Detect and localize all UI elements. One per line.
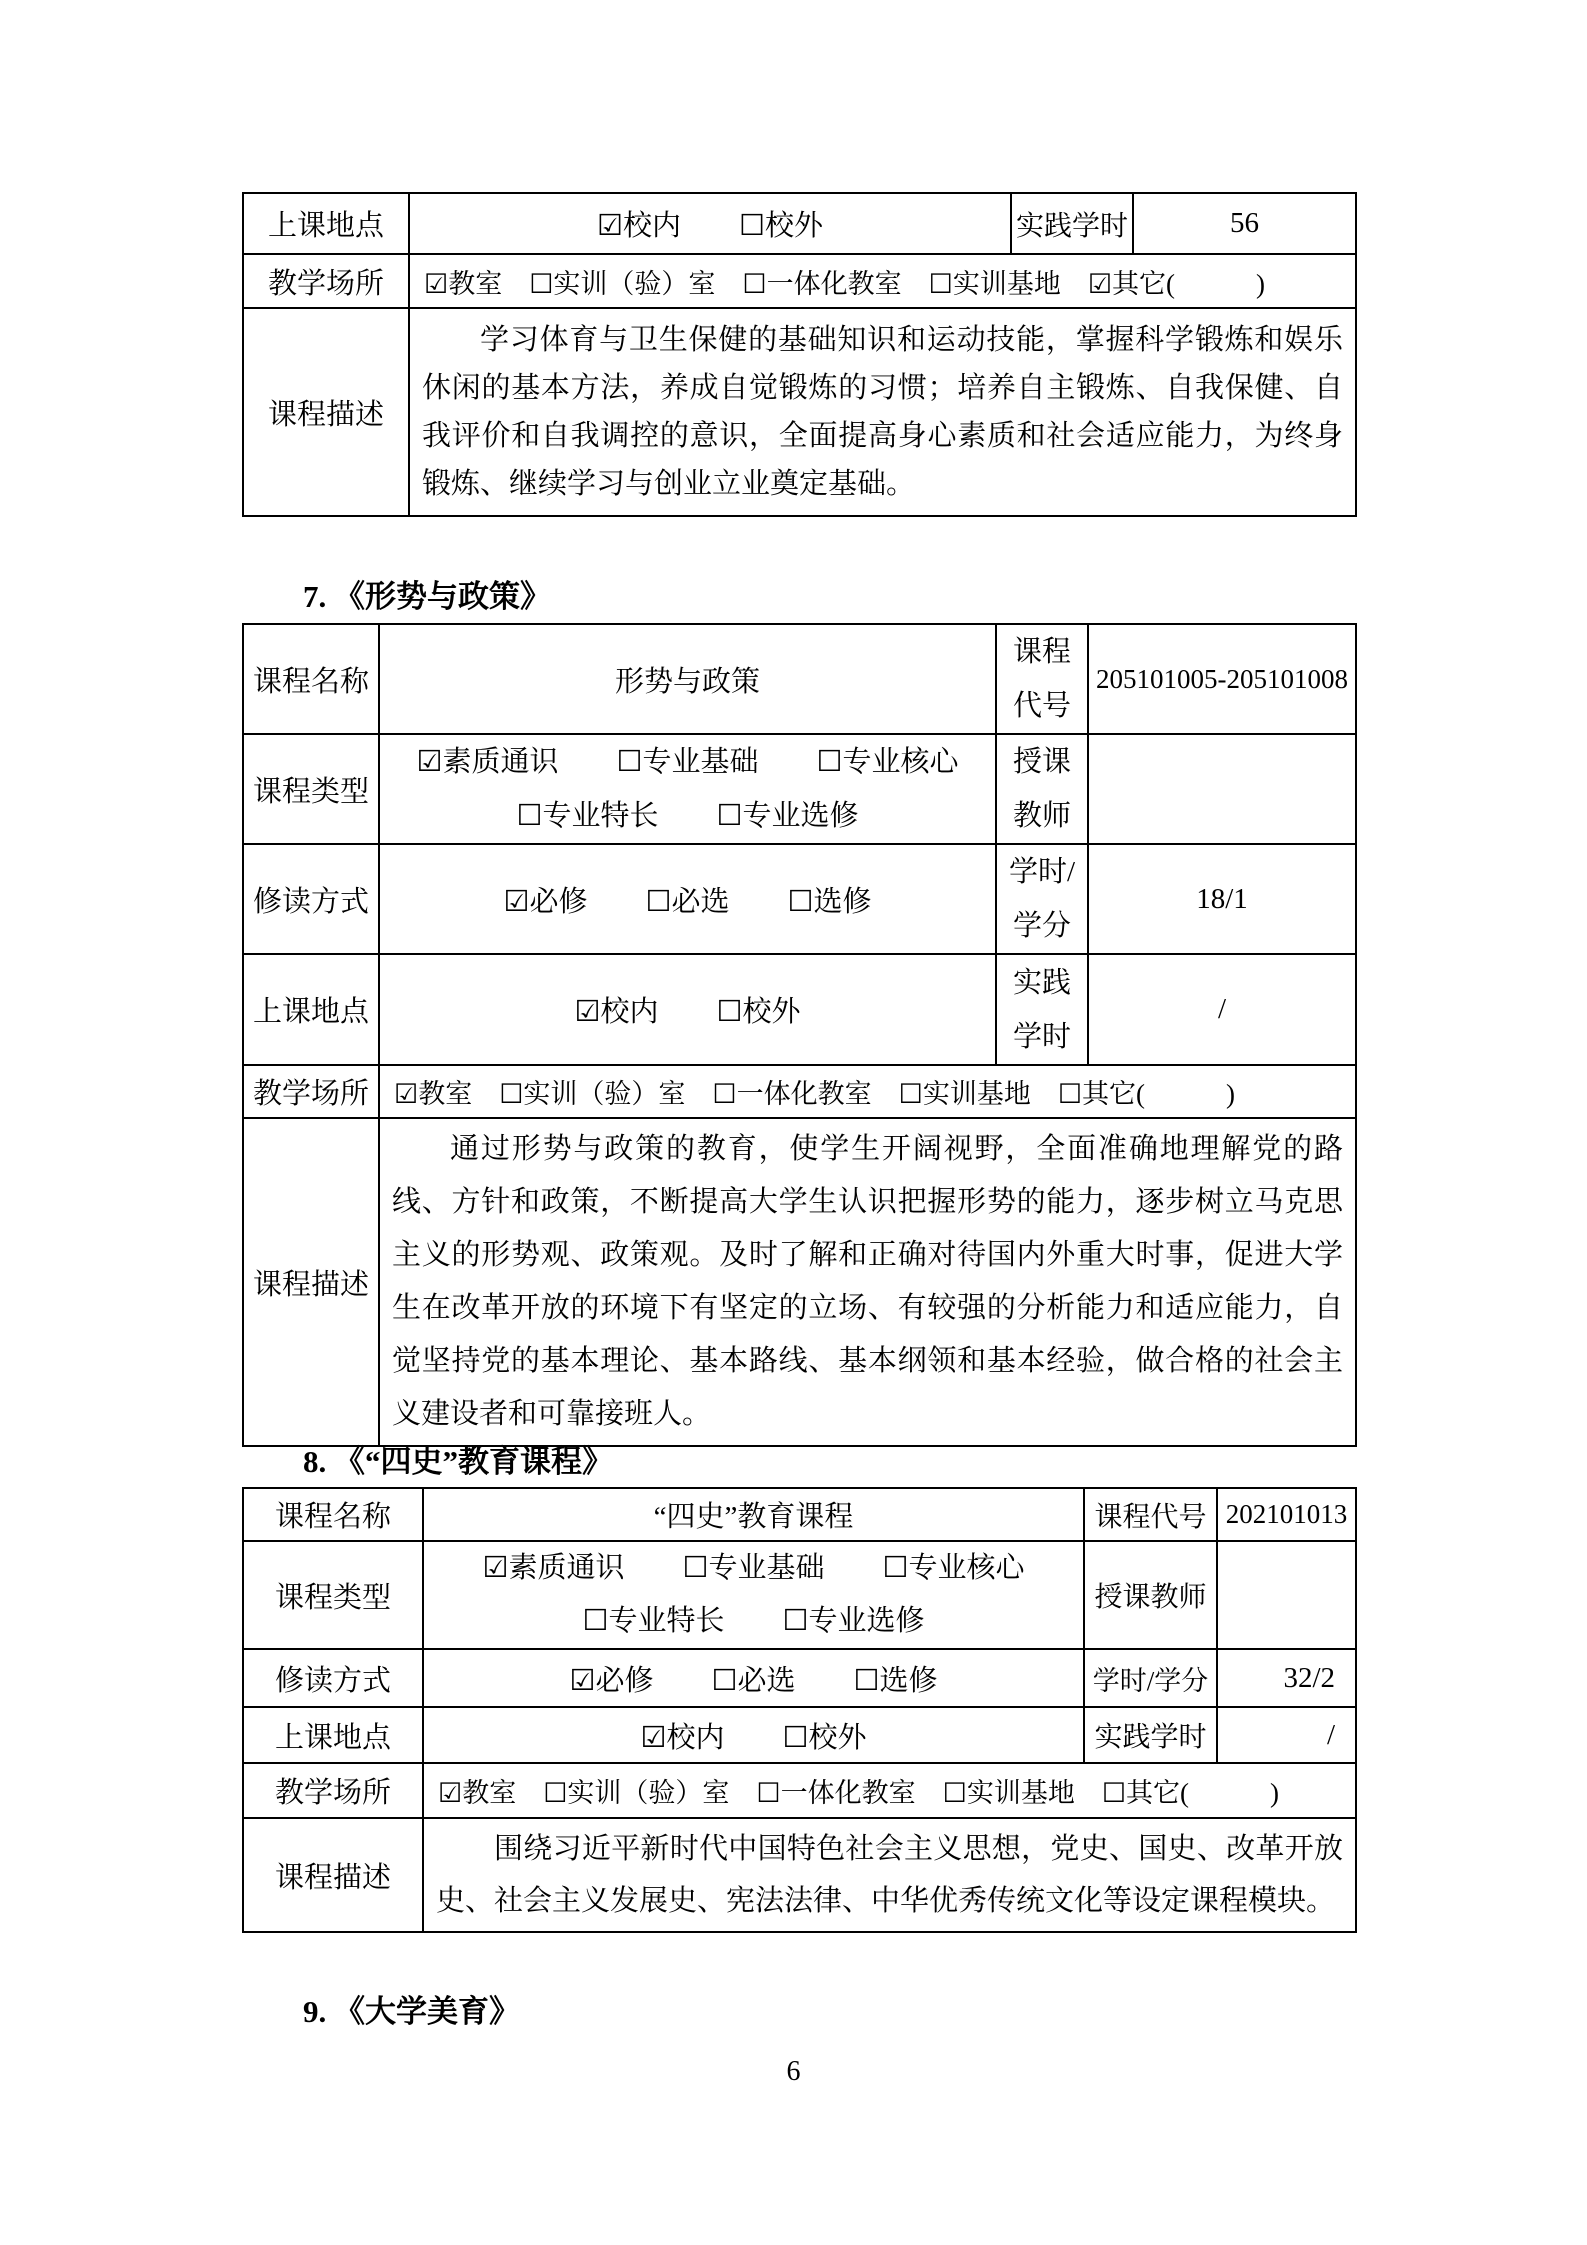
- course7-code-label: [996, 624, 1088, 734]
- course8-row-location: [243, 1707, 1356, 1763]
- section7-heading: 7. 《形势与政策》: [303, 579, 551, 614]
- course7-code-label-line2: 代号: [1012, 690, 1071, 722]
- course7-venue-label: 教学场所: [243, 1065, 379, 1118]
- course7-description-label: 课程描述: [243, 1118, 379, 1446]
- course8-practice-label: 实践学时: [1084, 1707, 1217, 1763]
- course7-name-value: 形势与政策: [379, 624, 996, 734]
- course7-location-options: ☑校内 ☐校外: [379, 954, 996, 1065]
- course8-row-description: [243, 1818, 1356, 1932]
- course7-teacher-value: [1088, 734, 1356, 844]
- course6-venue-label: 教学场所: [243, 254, 409, 308]
- course7-code-value: 205101005-205101008: [1088, 624, 1356, 734]
- course7-code-label-line1: 课程: [1012, 636, 1071, 668]
- course7-practice-label-line1: 实践: [1012, 966, 1071, 999]
- course8-name-label: 课程名称: [243, 1488, 423, 1541]
- course8-mode-label: 修读方式: [243, 1649, 423, 1707]
- course7-hours-label-line1: 学时/: [1008, 856, 1076, 888]
- course7-teacher-label-line1: 授课: [1012, 746, 1071, 778]
- course8-mode-options: ☑必修 ☐必选 ☐选修: [423, 1649, 1084, 1707]
- course8-type-options-line1: ☑素质通识 ☐专业基础 ☐专业核心: [482, 1552, 1025, 1584]
- course6-venue-options: ☑教室 ☐实训（验）室 ☐一体化教室 ☐实训基地 ☑其它( ): [409, 254, 1356, 308]
- course8-type-label: 课程类型: [243, 1541, 423, 1649]
- course6-description-label: 课程描述: [243, 308, 409, 516]
- course7-row-mode: [243, 844, 1356, 954]
- course8-venue-options: ☑教室 ☐实训（验）室 ☐一体化教室 ☐实训基地 ☐其它( ): [423, 1763, 1356, 1818]
- course7-hours-label: [996, 844, 1088, 954]
- course8-practice-value: /: [1217, 1707, 1356, 1763]
- course6-practice-label: 实践学时: [1011, 193, 1133, 254]
- course8-hours-value: 32/2: [1217, 1649, 1356, 1707]
- course8-teacher-value: [1217, 1541, 1356, 1649]
- course7-table: [242, 623, 1357, 1447]
- course7-row-name: [243, 624, 1356, 734]
- course8-location-options: ☑校内 ☐校外: [423, 1707, 1084, 1763]
- course7-type-options: [379, 734, 996, 844]
- course8-row-venue: [243, 1763, 1356, 1818]
- course8-table: [242, 1487, 1357, 1933]
- course6-location-label: 上课地点: [243, 193, 409, 254]
- course7-location-label: 上课地点: [243, 954, 379, 1065]
- course7-practice-label-line2: 学时: [1012, 1020, 1071, 1053]
- course6-row-location: [243, 193, 1356, 254]
- course7-mode-options: ☑必修 ☐必选 ☐选修: [379, 844, 996, 954]
- course8-description-text: 围绕习近平新时代中国特色社会主义思想，党史、国史、改革开放史、社会主义发展史、宪法法律、中华优秀传统文化等设定课程模块。: [436, 1833, 1343, 1917]
- course7-mode-label: 修读方式: [243, 844, 379, 954]
- course6-table: [242, 192, 1357, 517]
- course7-teacher-label-line2: 教师: [1012, 800, 1071, 832]
- course8-code-value: 202101013: [1217, 1488, 1356, 1541]
- course8-type-options: [423, 1541, 1084, 1649]
- course7-teacher-label: [996, 734, 1088, 844]
- course8-row-type: [243, 1541, 1356, 1649]
- course8-location-label: 上课地点: [243, 1707, 423, 1763]
- course7-type-label: 课程类型: [243, 734, 379, 844]
- course6-row-description: [243, 308, 1356, 516]
- course6-description-cell: [409, 308, 1356, 516]
- course7-type-options-line1: ☑素质通识 ☐专业基础 ☐专业核心: [416, 746, 959, 778]
- course8-description-label: 课程描述: [243, 1818, 423, 1932]
- section9-heading: 9. 《大学美育》: [303, 1994, 520, 2029]
- course7-description-text: 通过形势与政策的教育，使学生开阔视野，全面准确地理解党的路线、方针和政策，不断提高大学生认识把握形势的能力，逐步树立马克思主义的形势观、政策观。及时了解和正确对待国内外重大时事，促进大学生在改革开放的环境下有坚定的立场、有较强的分析能力和适应能力，自觉坚持党的基本理论、基本路线、基本纲领和基本经验，做合格的社会主义建设者和可靠接班人。: [392, 1133, 1343, 1430]
- course7-row-type: [243, 734, 1356, 844]
- course7-name-label: 课程名称: [243, 624, 379, 734]
- course7-practice-label: [996, 954, 1088, 1065]
- course8-row-mode: [243, 1649, 1356, 1707]
- course8-type-options-line2: ☐专业特长 ☐专业选修: [582, 1605, 925, 1637]
- course8-code-label: 课程代号: [1084, 1488, 1217, 1541]
- course7-practice-value: /: [1088, 954, 1356, 1065]
- course7-row-location: [243, 954, 1356, 1065]
- course7-row-venue: [243, 1065, 1356, 1118]
- course7-type-options-line2: ☐专业特长 ☐专业选修: [516, 800, 859, 832]
- course7-row-description: [243, 1118, 1356, 1446]
- course6-location-options: ☑校内 ☐校外: [409, 193, 1011, 254]
- course6-row-venue: [243, 254, 1356, 308]
- course8-hours-label: 学时/学分: [1084, 1649, 1217, 1707]
- course8-name-value: “四史”教育课程: [423, 1488, 1084, 1541]
- page-number: 6: [786, 2056, 801, 2087]
- course7-hours-value: 18/1: [1088, 844, 1356, 954]
- course6-description-text: 学习体育与卫生保健的基础知识和运动技能，掌握科学锻炼和娱乐休闲的基本方法，养成自觉锻炼的习惯；培养自主锻炼、自我保健、自我评价和自我调控的意识，全面提高身心素质和社会适应能力，为终身锻炼、继续学习与创业立业奠定基础。: [422, 324, 1343, 500]
- course7-venue-options: ☑教室 ☐实训（验）室 ☐一体化教室 ☐实训基地 ☐其它( ): [379, 1065, 1356, 1118]
- course8-description-cell: [423, 1818, 1356, 1932]
- course7-description-cell: [379, 1118, 1356, 1446]
- course8-venue-label: 教学场所: [243, 1763, 423, 1818]
- course6-practice-value: 56: [1133, 193, 1356, 254]
- course8-teacher-label: 授课教师: [1084, 1541, 1217, 1649]
- section8-heading: 8. 《“四史”教育课程》: [303, 1444, 613, 1479]
- course7-hours-label-line2: 学分: [1012, 910, 1071, 942]
- course8-row-name: [243, 1488, 1356, 1541]
